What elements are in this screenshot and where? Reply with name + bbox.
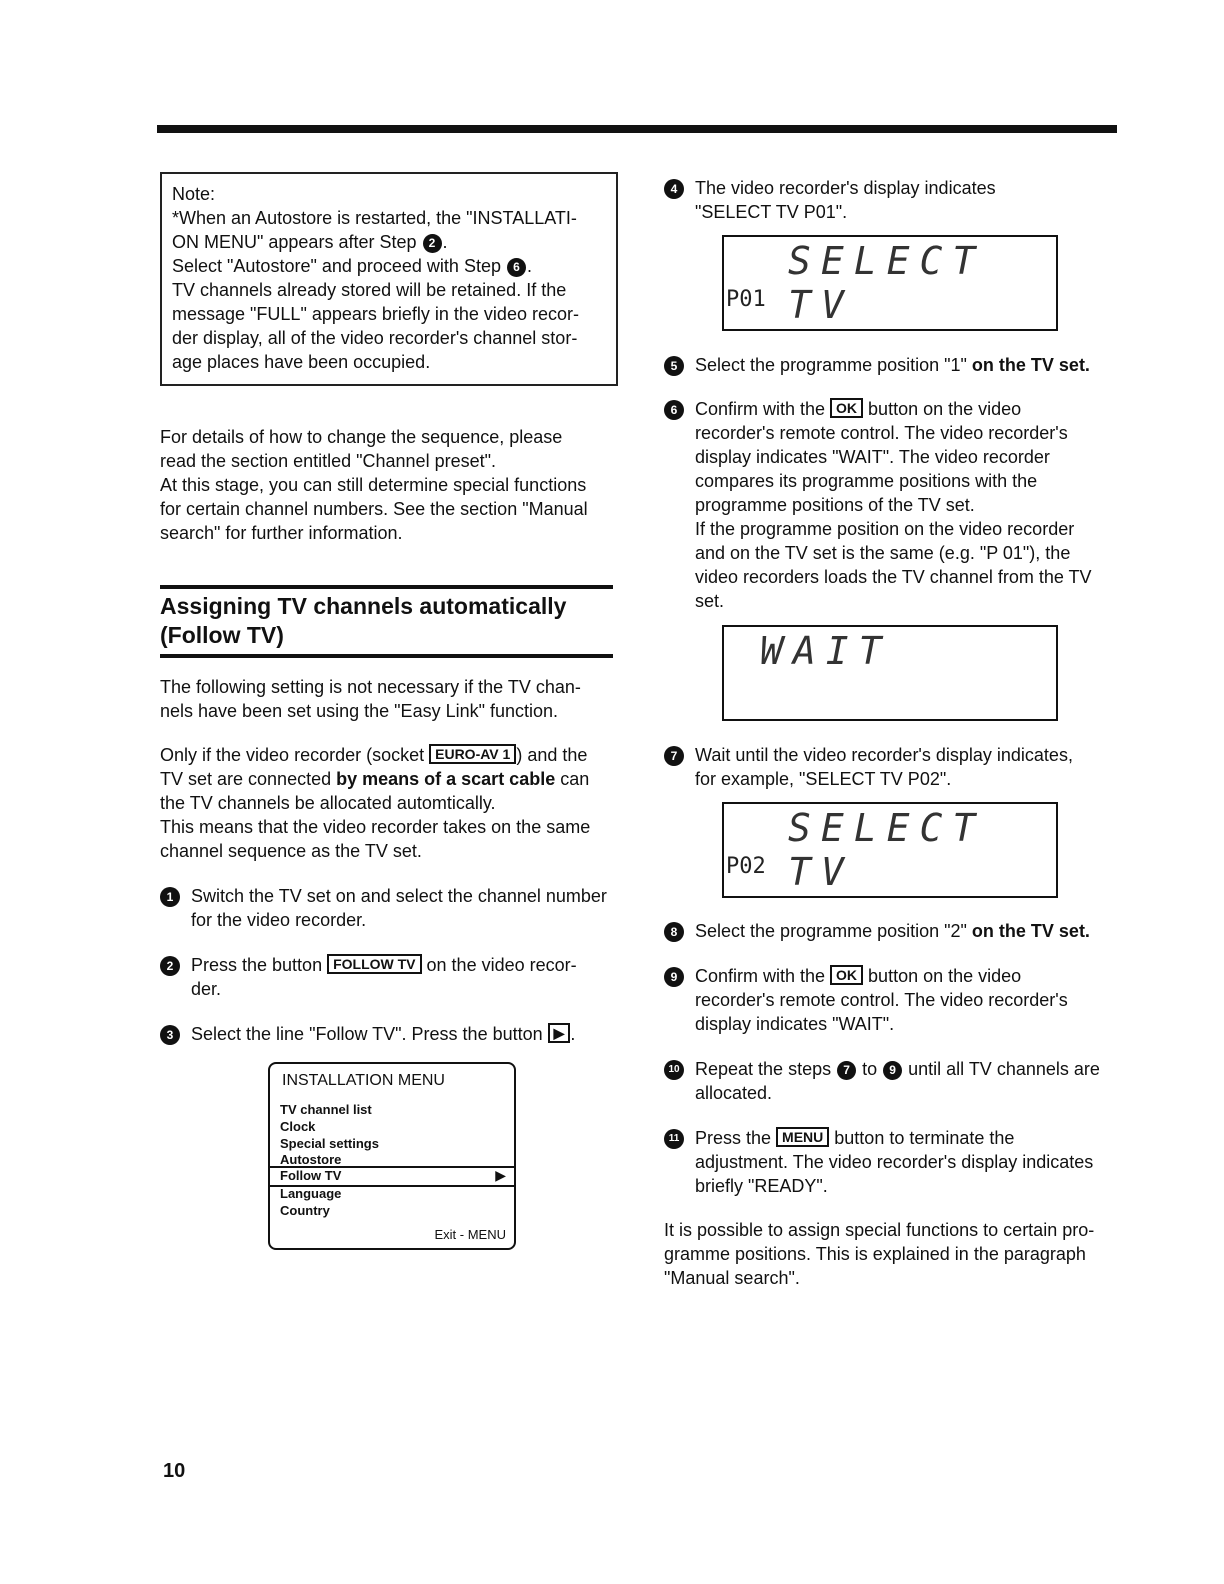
top-rule: [157, 125, 1117, 133]
step-8: 8 Select the programme position "2" on the TV set.: [664, 919, 1114, 943]
note-line: TV channels already stored will be retained. If the: [172, 280, 567, 300]
menu-item-language: Language: [280, 1186, 342, 1201]
lcd-programme-number: P01: [726, 287, 766, 312]
menu-item-country: Country: [280, 1203, 330, 1218]
lcd-main-text: WAIT: [760, 629, 892, 673]
text-line: for certain channel numbers. See the section "Manual: [160, 499, 588, 519]
lcd-display-select-p02: [722, 802, 1058, 898]
euro-av-socket-key: EURO-AV 1: [429, 744, 516, 764]
step-9: 9 Confirm with the OK button on the video recorder's remote control. The video recorder's display indicates "WAIT".: [664, 964, 1114, 1036]
menu-title: INSTALLATION MENU: [282, 1072, 445, 1089]
para-scart: [160, 743, 620, 863]
text-line: channel sequence as the TV set.: [160, 841, 422, 861]
menu-item-follow-tv: Follow TV ▶: [270, 1166, 514, 1187]
right-arrow-icon: ▶: [495, 1167, 506, 1183]
menu-key: MENU: [776, 1127, 829, 1147]
step-number-icon: 2: [160, 956, 180, 976]
lcd-display-wait: [722, 625, 1058, 721]
menu-item-tv-channel-list: TV channel list: [280, 1102, 372, 1117]
step-5: 5 Select the programme position "1" on the TV set.: [664, 353, 1114, 377]
step-4: 4 The video recorder's display indicates "SELECT TV P01".: [664, 176, 1114, 224]
text-line: At this stage, you can still determine special functions: [160, 475, 587, 495]
step-ref-icon: 2: [423, 234, 442, 253]
step-number-icon: 6: [664, 400, 684, 420]
step-number-icon: 3: [160, 1025, 180, 1045]
text-line: the TV channels be allocated automtically.: [160, 793, 496, 813]
section-heading: Assigning TV channels automatically (Follow TV): [160, 585, 613, 658]
step-3: 3 Select the line "Follow TV". Press the button ▶ .: [160, 1022, 630, 1046]
menu-exit-hint: Exit - MENU: [434, 1227, 506, 1242]
step-number-icon: 4: [664, 179, 684, 199]
text-line: For details of how to change the sequence, please: [160, 427, 563, 447]
text-line: This means that the video recorder takes on the same: [160, 817, 591, 837]
step-number-icon: 7: [664, 746, 684, 766]
lcd-display-select-p01: [722, 235, 1058, 331]
menu-item-clock: Clock: [280, 1119, 316, 1134]
text-line: "Manual search".: [664, 1268, 800, 1288]
step-number-icon: 8: [664, 922, 684, 942]
text-line: read the section entitled "Channel preset".: [160, 451, 496, 471]
note-line: *When an Autostore is restarted, the "INSTALLATI-: [172, 208, 577, 228]
menu-item-autostore: Autostore: [280, 1152, 342, 1167]
para-easylink: [160, 675, 615, 723]
step-number-icon: 1: [160, 887, 180, 907]
note-label: Note:: [172, 184, 216, 204]
step-2: 2 Press the button FOLLOW TV on the video recor- der.: [160, 953, 620, 1001]
note-line: der display, all of the video recorder's channel stor-: [172, 328, 578, 348]
step-number-icon: 9: [664, 967, 684, 987]
text-line: TV set are connected by means of a scart cable can: [160, 769, 590, 789]
step-10: 10 Repeat the steps 7 to 9 until all TV channels are allocated.: [664, 1057, 1114, 1105]
step-6: 6 Confirm with the OK button on the video recorder's remote control. The video recorder's display indicates "WAIT". The video recorder compares its programme positions with the programme positions of the TV set. If the programme position on the video recorder and on the TV set is the same (e.g. "P 01"), the video recorders loads the TV channel from the TV set.: [664, 397, 1114, 613]
step-ref-icon: 7: [837, 1061, 856, 1080]
installation-menu-screen: [268, 1062, 516, 1250]
ok-key: OK: [830, 398, 863, 418]
step-number-icon: 5: [664, 356, 684, 376]
step-number-icon: 11: [664, 1129, 684, 1149]
play-arrow-key: ▶: [548, 1023, 571, 1043]
ok-key: OK: [830, 965, 863, 985]
page-number: 10: [163, 1460, 186, 1482]
step-number-icon: 10: [664, 1060, 684, 1080]
text-line: The following setting is not necessary if the TV chan-: [160, 677, 581, 697]
note-box: [160, 172, 618, 386]
lcd-main-text: SELECT TV: [788, 806, 986, 894]
step-ref-icon: 6: [507, 258, 526, 277]
note-line: ON MENU" appears after Step 2 .: [172, 232, 448, 252]
step-ref-icon: 9: [883, 1061, 902, 1080]
text-line: search" for further information.: [160, 523, 403, 543]
note-line: age places have been occupied.: [172, 352, 431, 372]
lcd-main-text: SELECT TV: [788, 239, 986, 327]
follow-tv-key: FOLLOW TV: [327, 954, 421, 974]
step-1: 1 Switch the TV set on and select the channel number for the video recorder.: [160, 884, 620, 932]
note-line: message "FULL" appears briefly in the video recor-: [172, 304, 579, 324]
step-11: 11 Press the MENU button to terminate the adjustment. The video recorder's display indicates briefly "READY".: [664, 1126, 1114, 1198]
menu-item-special-settings: Special settings: [280, 1136, 379, 1151]
note-line: Select "Autostore" and proceed with Step 6 .: [172, 256, 532, 276]
step-7: 7 Wait until the video recorder's display indicates, for example, "SELECT TV P02".: [664, 743, 1114, 791]
closing-paragraph: [664, 1218, 1119, 1290]
text-line: Only if the video recorder (socket EURO-AV 1 ) and the: [160, 745, 588, 765]
text-line: It is possible to assign special functions to certain pro-: [664, 1220, 1095, 1240]
text-line: gramme positions. This is explained in the paragraph: [664, 1244, 1086, 1264]
text-line: nels have been set using the "Easy Link" function.: [160, 701, 559, 721]
intro-paragraph: [160, 425, 615, 545]
lcd-programme-number: P02: [726, 854, 766, 879]
